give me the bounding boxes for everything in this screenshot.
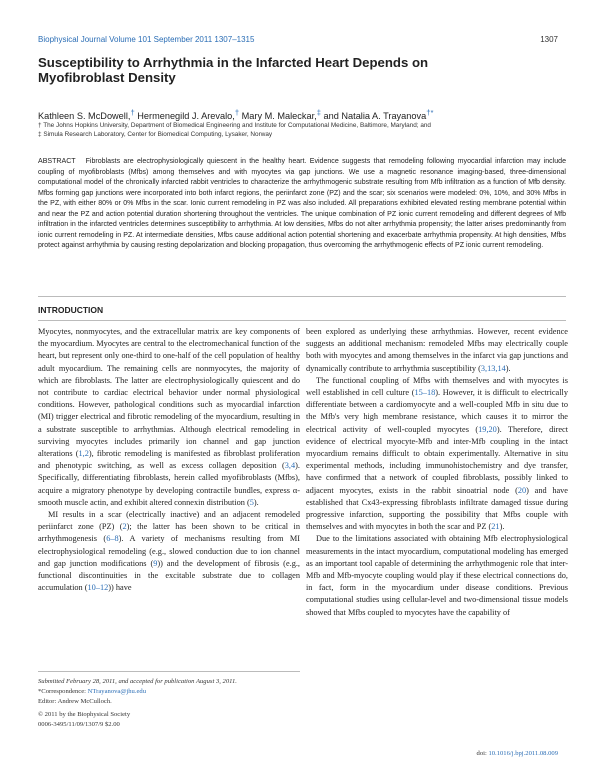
issn: 0006-3495/11/09/1307/9 $2.00 <box>38 721 120 728</box>
citation-link[interactable]: 1,2 <box>78 449 89 459</box>
correspondence-label: *Correspondence: <box>38 688 88 695</box>
author-name: Hermenegild J. Arevalo, <box>137 111 235 122</box>
paragraph-text: MI results in a scar (electrically inactive) and an adjacent remodeled periinfarct zone (PZ) ( <box>38 510 300 532</box>
left-text-column <box>38 326 300 594</box>
article-title: Susceptibility to Arrhythmia in the Infarcted Heart Depends on Myofibroblast Density <box>38 55 429 85</box>
correspondence-email-link[interactable]: NTrayanova@jhu.edu <box>87 688 147 695</box>
paragraph-text: ). <box>253 497 259 507</box>
citation-link[interactable]: 6–8 <box>106 534 119 544</box>
submission-dates: Submitted February 28, 2011, and accepted for publication August 3, 2011. <box>38 678 237 685</box>
paragraph-text: ). Specifically, differentiating fibroblasts, herein called myofibroblasts (Mfbs), acquire a migratory phenotype by developing contractile bundles, express α-smooth muscle actin, and exhibit altered connexin distribution ( <box>38 461 300 507</box>
section-heading-introduction: INTRODUCTION <box>38 305 104 315</box>
paragraph-text: )) and the development of fibrosis (e.g., functional discontinuities in the excitable substrate due to collagen accumulation ( <box>38 558 300 593</box>
body-paragraph <box>306 375 568 534</box>
author-name: Kathleen S. McDowell, <box>38 111 131 122</box>
author-name: Mary M. Maleckar, <box>241 111 317 122</box>
citation-link[interactable]: 20 <box>517 485 527 495</box>
body-paragraph <box>38 326 300 509</box>
citation-link[interactable]: 3,4 <box>284 461 296 471</box>
citation-link[interactable]: 10–12 <box>87 583 109 593</box>
citation-link[interactable]: 2 <box>122 522 127 532</box>
paragraph-text: ). <box>505 363 511 373</box>
editor-note: Editor: Andrew McCulloch. <box>38 698 112 705</box>
citation-link[interactable]: 21 <box>491 522 500 532</box>
section-divider <box>38 320 566 321</box>
doi-link[interactable]: 10.1016/j.bpj.2011.08.009 <box>488 750 558 757</box>
paragraph-text: ) and have established that Cx43-expressing fibroblasts infiltrate damaged tissue during progressive infarction, supporting the possibility that Mfbs couple with themselves and with myocytes in both the scar and PZ ( <box>306 485 568 532</box>
doi <box>477 750 558 757</box>
citation-link[interactable]: 19,20 <box>478 424 497 434</box>
affiliation-mark-link[interactable]: ‡ <box>316 108 321 117</box>
abstract-text: Fibroblasts are electrophysiologically quiescent in the healthy heart. Evidence suggests that remodeling following myocardial infarction may include coupling of myofibroblasts (Mfbs) among themselves and with myocytes via gap junctions. We use a magnetic resonance imaging-based, three-dimensional computational model of the chronically infarcted rabbit ventricles to characterize the arrhythmogenic substrate resulting from Mfb infiltration as a function of Mfb density. Mfbs forming gap junctions were incorporated into both infarct regions, the periinfarct zone (PZ) and the scar; six scenarios were modeled: 0%, 10%, and 30% Mfbs in the PZ, with either 80% or 0% Mfbs in the scar. Ionic current remodeling in PZ was also included. All preparations exhibited elevated resting membrane potential within and near the PZ and action potential duration shortening throughout the ventricles. The unique combination of PZ ionic current remodeling and different degrees of Mfb infiltration in the infarcted ventricles determines susceptibility to arrhythmia. At low densities, Mfbs do not alter arrhythmia propensity; the latter arises predominantly from ionic current remodeling in PZ. At intermediate densities, Mfbs cause additional action potential shortening and exacerbate arrhythmia propensity. At high densities, Mfbs protect against arrhythmia by causing resting depolarization and blocking propagation, thus overcoming the arrhythmogenic effects of PZ ionic current remodeling. <box>38 158 567 249</box>
affiliation-line: ‡ Simula Research Laboratory, Center for Biomedical Computing, Lysaker, Norway <box>38 130 273 138</box>
footnotes <box>38 677 298 730</box>
journal-header: Biophysical Journal Volume 101 September 2011 1307–1315 <box>38 35 255 44</box>
affiliations <box>38 122 568 139</box>
paragraph-text: ), fibrotic remodeling is manifested as fibroblast proliferation and phenotypic switching, as well as excess collagen deposition ( <box>38 449 300 471</box>
body-paragraph <box>306 326 568 375</box>
abstract <box>38 157 566 252</box>
right-text-column <box>306 326 568 619</box>
doi-label: doi: <box>476 750 489 757</box>
abstract-label: ABSTRACT <box>38 158 76 165</box>
paragraph-text: been explored as underlying these arrhythmias. However, recent evidence suggests an additional mechanism: remodeled Mfbs may electrically couple both with myocytes and among themselves in the infarct via gap junctions and dynamically contribute to arrhythmia susceptibility ( <box>306 327 568 373</box>
paragraph-text: )) have <box>108 583 132 593</box>
paragraph-text: ). <box>499 522 505 532</box>
affiliation-line: † The Johns Hopkins University, Department of Biomedical Engineering and Institute for Computational Medicine, Baltimore, Maryland; and <box>38 122 431 129</box>
footnote-divider <box>38 671 300 672</box>
body-paragraph <box>306 533 568 618</box>
paragraph-text: ). However, it is difficult to electrically differentiate between a cardiomyocyte and a well-coupled Mfb in situ due to the Mfb's very high membrane resistance, which causes it to mirror the electrical activity of well-coupled myocytes ( <box>306 388 568 434</box>
paragraph-text: ). A variety of mechanisms resulting from MI electrophysiological remodeling (e.g., slowed conduction due to ion channel and gap junction modifications ( <box>38 534 300 568</box>
author-name: and Natalia A. Trayanova <box>323 111 427 122</box>
paragraph-text: Due to the limitations associated with obtaining Mfb electrophysiological measurements in the intact myocardium, computational modeling has emerged as an important tool capable of determining the arrhythmogenic role that inter-Mfb and Mfb-myocyte coupling would play if these electrical connections do, in fact, form in the myocardium under disease conditions. Previous computational studies using cellular-level and two-dimensional tissue models showed that Mfbs coupled to myocytes have the capability of <box>306 534 568 617</box>
paragraph-text: ); the latter has been shown to be critical in arrhythmogenesis ( <box>38 522 300 544</box>
body-paragraph <box>38 509 300 594</box>
section-divider <box>38 296 566 297</box>
paragraph-text: The functional coupling of Mfbs with themselves and with myocytes is well established in cell culture ( <box>306 375 568 398</box>
paragraph-text: ). Therefore, direct evidence of electrical myocyte-Mfb and inter-Mfb coupling in the intact myocardium remains difficult to obtain experimentally. Alternative in situ experimental methods, including immunohistochemistry and dye transfer, have confirmed that a network of coupled fibroblasts, possibly linked to adjacent myocytes, exists in the rabbit sinoatrial node ( <box>306 424 569 495</box>
author-list <box>38 108 433 121</box>
affiliation-mark-link[interactable]: †* <box>426 108 434 117</box>
affiliation-mark-link[interactable]: † <box>234 108 240 117</box>
citation-link[interactable]: 9 <box>153 558 158 568</box>
citation-link[interactable]: 3,13,14 <box>480 363 506 373</box>
paragraph-text: Myocytes, nonmyocytes, and the extracellular matrix are key components of the myocardium. Myocytes are central to the electromechanical function of the heart, but represent only one-third to one-half of the cell population of healthy adult myocardium. The remaining cells are nonmyocytes, the majority of which are fibroblasts. The latter are electrophysiologically quiescent and do not contribute to cardiac electrical behavior under normal physiological conditions. However, pathological conditions such as myocardial infarction (MI) trigger electrical and fibrotic remodeling of the myocardium, resulting in a substrate susceptible to arrhythmias. Although electrical remodeling in surviving myocytes includes primarily ion channel and gap junction alterations ( <box>38 327 300 459</box>
copyright: © 2011 by the Biophysical Society <box>38 711 131 718</box>
page-number: 1307 <box>540 35 558 44</box>
correspondence <box>38 687 298 697</box>
affiliation-mark-link[interactable]: † <box>130 108 135 117</box>
citation-link[interactable]: 5 <box>249 497 254 507</box>
citation-link[interactable]: 15–18 <box>414 388 436 398</box>
